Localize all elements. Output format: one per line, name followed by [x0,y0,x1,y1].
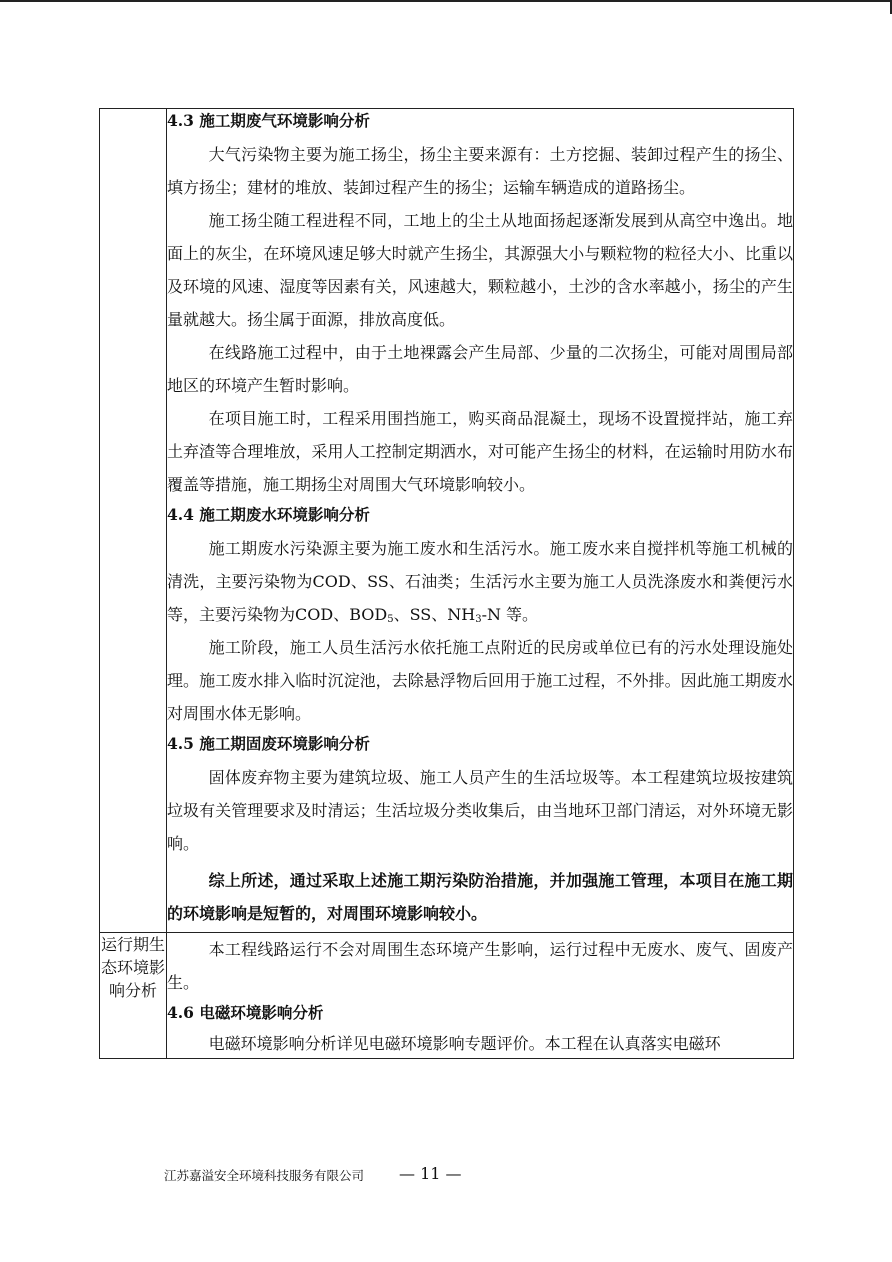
section-heading-4-5: 4.5 施工期固废环境影响分析 [167,734,370,753]
paragraph-4-4-2: 施工阶段，施工人员生活污水依托施工点附近的民房或单位已有的污水处理设施处理。施工废水排入临时沉淀池，去除悬浮物后回用于施工过程，不外排。因此施工期废水对周围水体无影响。 [167,638,793,723]
bod-subscript: 5 [387,614,394,625]
paragraph-4-4-1-mid: 、SS、NH [393,605,476,624]
section-heading-4-4: 4.4 施工期废水环境影响分析 [167,505,370,524]
paragraph-operation-1: 本工程线路运行不会对周围生态环境产生影响，运行过程中无废水、废气、固废产生。 [167,940,793,992]
paragraph-4-3-3: 在线路施工过程中，由于土地裸露会产生局部、少量的二次扬尘，可能对周围局部地区的环境产生暂时影响。 [167,343,793,395]
page-footer [0,1164,892,1192]
section-heading-4-6: 4.6 电磁环境影响分析 [167,1003,324,1022]
summary-paragraph: 综上所述，通过采取上述施工期污染防治措施，并加强施工管理，本项目在施工期的环境影响是短暂的，对周围环境影响较小。 [167,871,793,923]
construction-row [100,109,794,933]
operation-row [100,933,794,1059]
construction-label-cell [100,109,167,933]
paragraph-4-3-4: 在项目施工时，工程采用围挡施工，购买商品混凝土，现场不设置搅拌站，施工弃土弃渣等合理堆放，采用人工控制定期洒水，对可能产生扬尘的材料，在运输时用防水布覆盖等措施，施工期扬尘对周围大气环境影响较小。 [167,409,793,494]
construction-content-cell [167,109,794,933]
paragraph-4-3-1: 大气污染物主要为施工扬尘，扬尘主要来源有：土方挖掘、装卸过程产生的扬尘、填方扬尘；建材的堆放、装卸过程产生的扬尘；运输车辆造成的道路扬尘。 [167,145,793,197]
paragraph-4-4-1-text: 施工期废水污染源主要为施工废水和生活污水。施工废水来自搅拌机等施工机械的清洗，主要污染物为COD、SS、石油类；生活污水主要为施工人员洗涤废水和粪便污水等，主要污染物为COD、BOD [167,539,793,624]
page-number: — 11 — [399,1164,462,1183]
paragraph-4-3-2: 施工扬尘随工程进程不同，工地上的尘土从地面扬起逐渐发展到从高空中逸出。地面上的灰尘，在环境风速足够大时就产生扬尘，其源强大小与颗粒物的粒径大小、比重以及环境的风速、湿度等因素有关，风速越大，颗粒越小，土沙的含水率越小，扬尘的产生量就越大。扬尘属于面源，排放高度低。 [167,211,793,329]
paragraph-4-5-1: 固体废弃物主要为建筑垃圾、施工人员产生的生活垃圾等。本工程建筑垃圾按建筑垃圾有关管理要求及时清运；生活垃圾分类收集后，由当地环卫部门清运，对外环境无影响。 [167,768,793,853]
operation-content-cell [167,933,794,1059]
paragraph-operation-2: 电磁环境影响分析详见电磁环境影响专题评价。本工程在认真落实电磁环 [208,1034,721,1053]
operation-label-cell: 运行期生态环境影响分析 [100,933,167,1059]
paragraph-4-4-1 [167,532,793,631]
section-heading-4-3: 4.3 施工期废气环境影响分析 [167,111,370,130]
report-table [99,108,794,1059]
footer-company: 江苏嘉溢安全环境科技服务有限公司 [164,1168,365,1183]
top-border-line [0,0,892,2]
nh-subscript: 3 [475,614,482,625]
paragraph-4-4-1-end: -N 等。 [481,605,539,624]
